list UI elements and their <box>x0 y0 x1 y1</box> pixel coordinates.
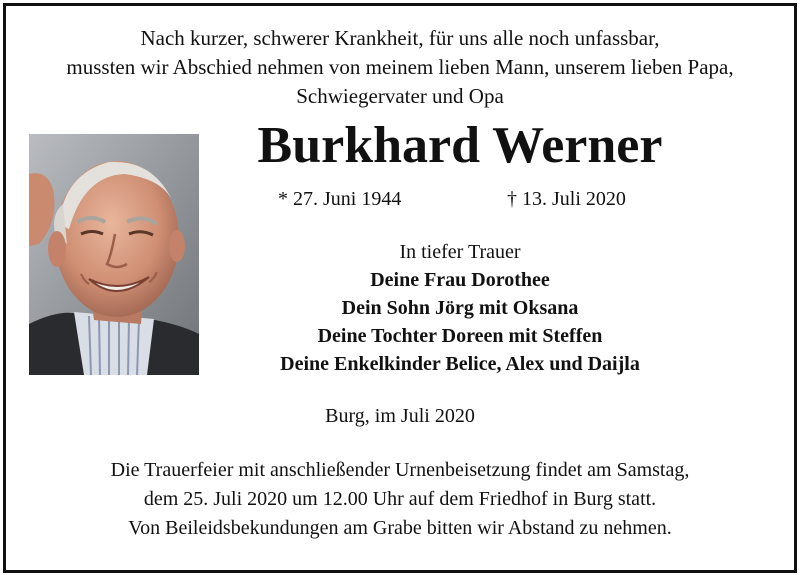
funeral-line-1: Die Trauerfeier mit anschließender Urnenbeisetzung findet am Samstag, <box>110 459 690 481</box>
mourners-heading: In tiefer Trauer <box>399 241 521 263</box>
mourner-line: Deine Enkelkinder Belice, Alex und Daijla <box>280 353 640 375</box>
funeral-line-2: dem 25. Juli 2020 um 12.00 Uhr auf dem Friedhof in Burg statt. <box>143 488 657 510</box>
deceased-portrait-photo <box>29 134 199 375</box>
mourner-line: Deine Frau Dorothee <box>370 269 550 291</box>
death-date: † 13. Juli 2020 <box>507 188 626 210</box>
intro-line-2: mussten wir Abschied nehmen von meinem lieben Mann, unserem lieben Papa, <box>66 55 734 79</box>
funeral-line-3: Von Beileidsbekundungen am Grabe bitten wir Abstand zu nehmen. <box>128 517 672 539</box>
intro-line-3: Schwiegervater und Opa <box>296 84 504 108</box>
intro-line-1: Nach kurzer, schwerer Krankheit, für uns alle noch unfassbar, <box>140 26 660 50</box>
portrait-image <box>29 134 199 375</box>
deceased-name: Burkhard Werner <box>257 117 663 174</box>
funeral-notice <box>0 456 800 543</box>
mourner-line: Dein Sohn Jörg mit Oksana <box>341 297 579 319</box>
birth-date: * 27. Juni 1944 <box>278 188 402 210</box>
mourners-block <box>200 238 720 378</box>
mourner-line: Deine Tochter Doreen mit Steffen <box>317 325 603 347</box>
place-and-date: Burg, im Juli 2020 <box>325 405 475 427</box>
